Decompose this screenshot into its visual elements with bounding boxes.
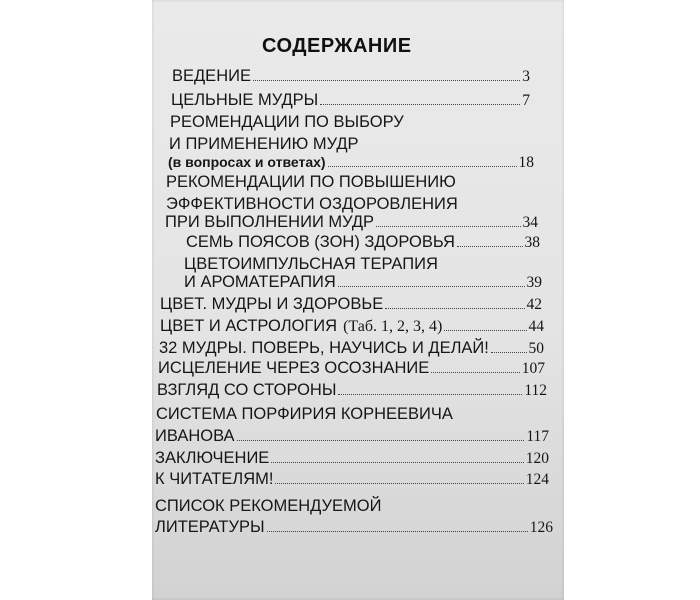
toc-entry-ivanov-system xyxy=(155,424,549,448)
toc-leader-dots xyxy=(444,328,526,331)
toc-page-number: 50 xyxy=(528,340,544,357)
toc-leader-dots xyxy=(237,438,525,441)
toc-entry-label: СЕМЬ ПОЯСОВ (ЗОН) ЗДОРОВЬЯ xyxy=(186,233,455,251)
toc-leader-dots xyxy=(271,460,523,463)
toc-entry-label: ЭФФЕКТИВНОСТИ ОЗДОРОВЛЕНИЯ xyxy=(166,195,458,213)
toc-leader-dots xyxy=(320,102,520,105)
toc-page-number: 18 xyxy=(518,154,534,171)
toc-entry-label: ЦВЕТ. МУДРЫ И ЗДОРОВЬЕ xyxy=(160,295,384,313)
toc-entry-label: СИСТЕМА ПОРФИРИЯ КОРНЕЕВИЧА xyxy=(156,405,453,423)
toc-entry-label: ВЕДЕНИЕ xyxy=(172,67,251,85)
toc-leader-dots xyxy=(253,78,520,81)
toc-page-number: 38 xyxy=(524,234,540,251)
toc-leader-dots xyxy=(338,392,522,395)
toc-page-number: 44 xyxy=(528,318,544,335)
toc-entry-label: ЦЕЛЬНЫЕ МУДРЫ xyxy=(171,91,319,109)
toc-entry-label: И АРОМАТЕРАПИЯ xyxy=(184,273,336,291)
toc-entry-label: К ЧИТАТЕЛЯМ! xyxy=(155,470,274,488)
toc-entry-introduction xyxy=(172,64,530,88)
toc-entry-color-mudras-health xyxy=(160,292,542,316)
toc-entry-to-readers xyxy=(155,467,549,491)
toc-entry-label: ИВАНОВА xyxy=(155,427,235,445)
toc-page-number: 3 xyxy=(522,68,530,85)
toc-leader-dots xyxy=(457,244,523,247)
toc-entry-label: ЗАКЛЮЧЕНИЕ xyxy=(155,449,270,467)
toc-page-number: 39 xyxy=(526,274,542,291)
toc-entry-label: 32 МУДРЫ. ПОВЕРЬ, НАУЧИСЬ И ДЕЛАЙ! xyxy=(159,339,489,357)
toc-entry-label: ИСЦЕЛЕНИЕ ЧЕРЕЗ ОСОЗНАНИЕ xyxy=(158,359,430,377)
toc-page-number: 117 xyxy=(526,428,549,445)
toc-entry-healing-awareness xyxy=(158,356,545,380)
toc-entry-seven-zones xyxy=(186,230,540,254)
toc-entry-label: ЛИТЕРАТУРЫ xyxy=(155,518,265,536)
toc-page-number: 126 xyxy=(529,519,553,536)
toc-page-number: 124 xyxy=(525,471,549,488)
toc-leader-dots xyxy=(376,224,520,227)
toc-leader-dots xyxy=(338,284,525,287)
toc-entry-label: РЕОМЕНДАЦИИ ПО ВЫБОРУ xyxy=(170,113,404,131)
toc-leader-dots xyxy=(275,481,523,484)
toc-leader-dots xyxy=(491,350,527,353)
toc-page-number: 42 xyxy=(526,296,542,313)
toc-entry-color-astrology xyxy=(160,314,544,338)
toc-page-number: 112 xyxy=(524,382,547,399)
toc-entry-view-outside xyxy=(157,378,547,402)
toc-entry-healing-mudras xyxy=(171,88,530,112)
toc-entry-literature xyxy=(155,515,553,539)
toc-leader-dots xyxy=(267,529,528,532)
toc-entry-label: ЦВЕТ И АСТРОЛОГИЯ xyxy=(160,317,338,335)
toc-entry-label: ВЗГЛЯД СО СТОРОНЫ xyxy=(157,381,337,399)
toc-entry-label: ПРИ ВЫПОЛНЕНИИ МУДР xyxy=(165,213,375,231)
page-title: СОДЕРЖАНИЕ xyxy=(262,35,412,57)
toc-entry-label: РЕКОМЕНДАЦИИ ПО ПОВЫШЕНИЮ xyxy=(166,173,456,191)
toc-page-number: 120 xyxy=(525,450,549,467)
toc-page-number: 107 xyxy=(521,360,545,377)
toc-entry-label: (в вопросах и ответах) xyxy=(168,154,326,170)
toc-leader-dots xyxy=(431,370,519,373)
toc-page-number: 34 xyxy=(522,214,538,231)
toc-page-number: 7 xyxy=(522,92,530,109)
toc-leader-dots xyxy=(385,306,524,309)
toc-entry-label: СПИСОК РЕКОМЕНДУЕМОЙ xyxy=(155,497,382,515)
toc-entry-label: ЦВЕТОИМПУЛЬСНАЯ ТЕРАПИЯ xyxy=(184,255,438,273)
toc-leader-dots xyxy=(328,164,517,167)
toc-entry-color-therapy xyxy=(184,270,542,294)
toc-entry-label: И ПРИМЕНЕНИЮ МУДР xyxy=(169,135,359,153)
toc-entry-label-tables: (Таб. 1, 2, 3, 4) xyxy=(343,318,443,335)
